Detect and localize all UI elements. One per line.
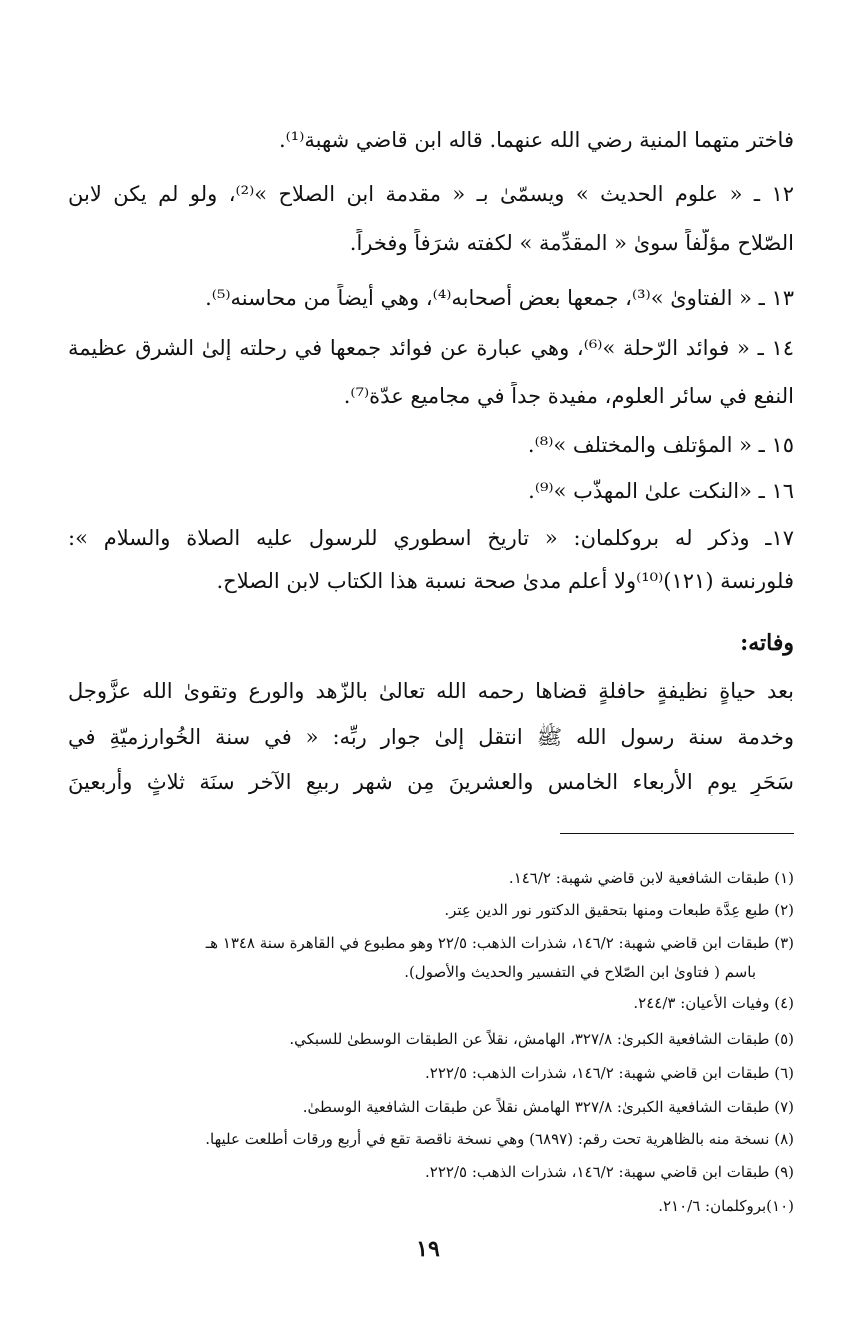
body-line-5: ١٤ ـ « فوائد الرّحلة »⁽⁶⁾، وهي عبارة عن فوائد جمعها في رحلته إلىٰ الشرق عظيمة — [68, 336, 794, 360]
footnote-3-continued: باسم ( فتاوىٰ ابن الصّلاح في التفسير والحديث والأصول). — [404, 963, 756, 981]
body-line-11: بعد حياةٍ نظيفةٍ حافلةٍ قضاها رحمه الله تعالىٰ بالزّهد والورع وتقوىٰ الله عزَّوجل — [68, 679, 794, 703]
footnote-2: (٢) طبع عِدَّة طبعات ومنها بتحقيق الدكتور نور الدين عِتر. — [444, 901, 794, 919]
body-line-7: ١٥ ـ « المؤتلف والمختلف »⁽⁸⁾. — [527, 433, 794, 457]
footnote-9: (٩) طبقات ابن قاضي سهبة: ١٤٦/٢، شذرات الذهب: ٢٢٢/٥. — [425, 1163, 794, 1181]
footnote-8: (٨) نسخة منه بالظاهرية تحت رقم: (٦٨٩٧) وهي نسخة ناقصة تقع في أربع ورقات أطلعت عليها. — [205, 1130, 794, 1148]
footnote-4: (٤) وفيات الأعيان: ٢٤٤/٣. — [633, 994, 794, 1012]
footnote-1: (١) طبقات الشافعية لابن قاضي شهبة: ١٤٦/٢. — [508, 869, 794, 887]
footnote-3: (٣) طبقات ابن قاضي شهبة: ١٤٦/٢، شذرات الذهب: ٢٢/٥ وهو مطبوع في القاهرة سنة ١٣٤٨ هـ — [205, 934, 794, 952]
footnote-7: (٧) طبقات الشافعية الكبرىٰ: ٣٢٧/٨ الهامش نقلاً عن طبقات الشافعية الوسطىٰ. — [302, 1098, 794, 1116]
body-line-3: الصّلاح مؤلّفاً سوىٰ « المقدِّمة » لكفته شرَفاً وفخراً. — [349, 231, 794, 255]
body-line-6: النفع في سائر العلوم، مفيدة جداً في مجاميع عدّة⁽⁷⁾. — [343, 384, 794, 408]
body-line-13: سَحَرِ يومِ الأربعاء الخامس والعشرينَ مِن شهر ربيعِ الآخر سنَة ثلاثٍ وأربعينَ — [68, 770, 794, 794]
footnote-10: (١٠)بروكلمان: ٢١٠/٦. — [658, 1197, 794, 1215]
body-line-8: ١٦ ـ «النكت علىٰ المهذّب »⁽⁹⁾. — [528, 479, 794, 503]
page-number: ١٩ — [416, 1236, 440, 1262]
footnote-6: (٦) طبقات ابن قاضي شهبة: ١٤٦/٢، شذرات الذهب: ٢٢٢/٥. — [425, 1064, 794, 1082]
body-line-9: ١٧ـ وذكر له بروكلمان: « تاريخ اسطوري للرسول عليه الصلاة والسلام »: — [68, 526, 794, 550]
body-line-4: ١٣ ـ « الفتاوىٰ »⁽³⁾، جمعها بعض أصحابه⁽⁴⁾، وهي أيضاً من محاسنه⁽⁵⁾. — [205, 286, 794, 310]
section-heading-death: وفاته: — [740, 630, 794, 656]
body-line-12: وخدمة سنة رسول الله ﷺ انتقل إلىٰ جوار ربِّه: « في سنة الخُوارزميّةِ في — [68, 725, 794, 749]
body-line-2: ١٢ ـ « علوم الحديث » ويسمّىٰ بـ « مقدمة ابن الصلاح »⁽²⁾، ولو لم يكن لابن — [68, 182, 794, 206]
body-line-1: فاختر متهما المنية رضي الله عنهما. قاله ابن قاضي شهبة⁽¹⁾. — [278, 128, 794, 152]
body-line-10: فلورنسة (١٢١)⁽¹⁰⁾ولا أعلم مدىٰ صحة نسبة هذا الكتاب لابن الصلاح. — [216, 569, 794, 593]
footnote-separator — [560, 833, 794, 834]
footnote-5: (٥) طبقات الشافعية الكبرىٰ: ٣٢٧/٨، الهامش، نقلاً عن الطبقات الوسطىٰ للسبكي. — [289, 1030, 794, 1048]
